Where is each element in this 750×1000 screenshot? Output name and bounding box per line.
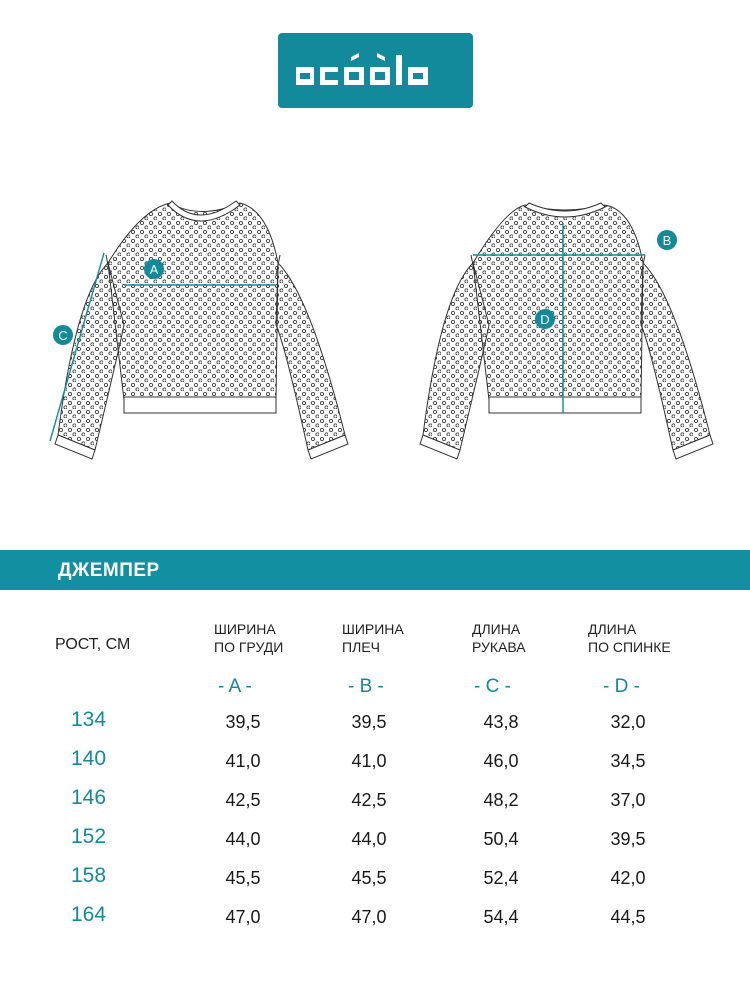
- row-height: 158: [71, 864, 107, 887]
- table-cell: 34,5: [610, 751, 646, 771]
- marker-b-label: B: [662, 233, 672, 248]
- table-cell: 39,5: [610, 829, 646, 849]
- table-cell: 45,5: [351, 868, 387, 888]
- column-letter-c: - C -: [474, 676, 511, 697]
- table-cell: 42,5: [351, 790, 387, 810]
- column-header-line1: ШИРИНА: [342, 621, 404, 637]
- table-cell: 45,5: [225, 868, 261, 888]
- table-cell: 37,0: [610, 790, 646, 810]
- column-header-chest-width: [214, 620, 283, 656]
- column-header-line1: ШИРИНА: [214, 621, 276, 637]
- marker-a-label: A: [149, 262, 159, 277]
- table-cell: 43,8: [483, 712, 519, 732]
- column-header-line1: ДЛИНА: [472, 621, 521, 637]
- table-cell: 39,5: [225, 712, 261, 732]
- column-header-line2: ПЛЕЧ: [342, 639, 380, 655]
- marker-d-label: D: [540, 312, 550, 327]
- table-cell: 44,0: [225, 829, 261, 849]
- table-cell: 41,0: [351, 751, 387, 771]
- row-height: 152: [71, 825, 107, 848]
- row-height: 146: [71, 786, 107, 809]
- column-header-back-length: [588, 620, 671, 656]
- section-title: ДЖЕМПЕР: [58, 560, 160, 581]
- table-cell: 48,2: [483, 790, 519, 810]
- column-header-sleeve-length: [472, 620, 526, 656]
- section-header-band: [0, 550, 750, 590]
- table-cell: 42,5: [225, 790, 261, 810]
- table-cell: 47,0: [225, 907, 261, 927]
- table-cell: 44,0: [351, 829, 387, 849]
- table-cell: 44,5: [610, 907, 646, 927]
- table-cell: 39,5: [351, 712, 387, 732]
- table-cell: 54,4: [483, 907, 519, 927]
- table-cell: 42,0: [610, 868, 646, 888]
- row-height: 140: [71, 747, 107, 770]
- sweater-back-diagram: [405, 175, 725, 475]
- table-cell: 52,4: [483, 868, 519, 888]
- marker-c-label: C: [58, 328, 68, 343]
- table-cell: 50,4: [483, 829, 519, 849]
- table-cell: 32,0: [610, 712, 646, 732]
- brand-logo: [278, 33, 473, 108]
- row-height: 134: [71, 708, 107, 731]
- column-header-line2: ПО СПИНКЕ: [588, 639, 671, 655]
- column-header-line2: РУКАВА: [472, 639, 526, 655]
- table-cell: 47,0: [351, 907, 387, 927]
- column-header-shoulder-width: [342, 620, 404, 656]
- sweater-front-diagram: [40, 175, 360, 475]
- column-letter-d: - D -: [603, 676, 640, 697]
- column-header-line1: ДЛИНА: [588, 621, 637, 637]
- column-header-line2: ПО ГРУДИ: [214, 639, 284, 655]
- column-letter-a: - A -: [218, 676, 252, 697]
- table-cell: 41,0: [225, 751, 261, 771]
- height-column-header: РОСТ, СМ: [55, 636, 131, 653]
- row-height: 164: [71, 903, 107, 926]
- column-letter-b: - B -: [348, 676, 384, 697]
- table-cell: 46,0: [483, 751, 519, 771]
